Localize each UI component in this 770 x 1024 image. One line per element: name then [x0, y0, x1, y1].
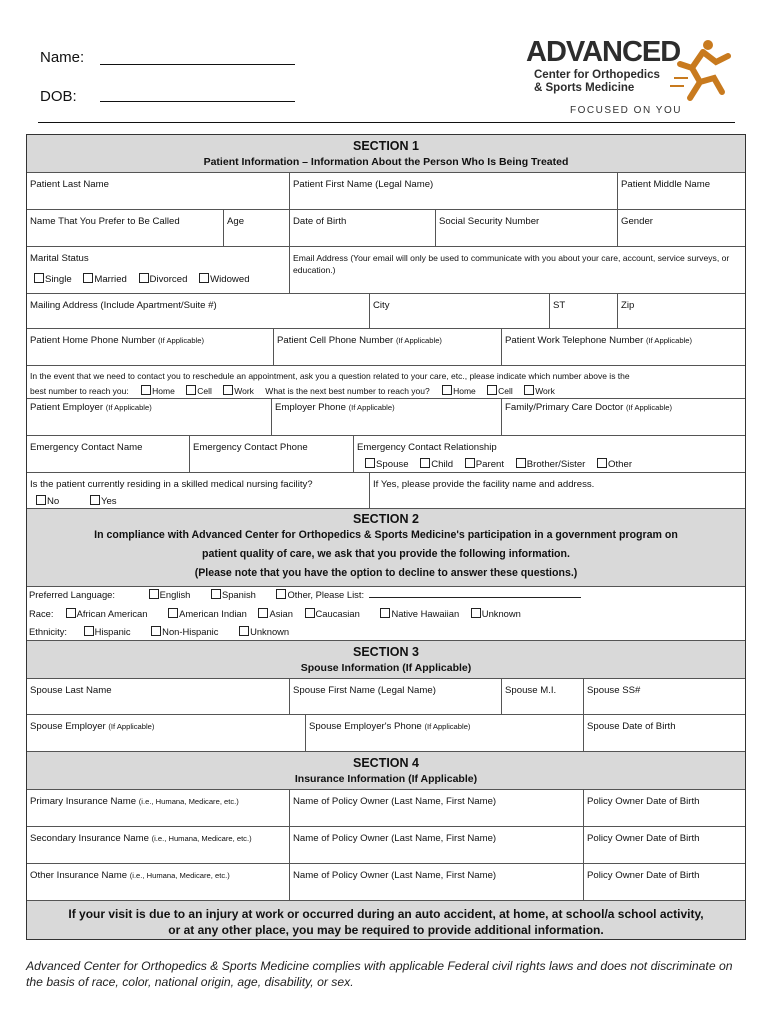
checkbox[interactable] [258, 608, 268, 618]
option-label: Non-Hispanic [162, 626, 219, 637]
language-label: Preferred Language: [29, 589, 116, 600]
address-row [27, 294, 745, 329]
option-label: Spouse [376, 458, 409, 470]
checkbox[interactable] [168, 608, 178, 618]
cell-phone-field[interactable] [273, 329, 501, 365]
option-label: No [47, 495, 60, 507]
primary-insurance-label: Primary Insurance Name [30, 796, 137, 807]
section2-header [27, 509, 745, 587]
marital-option-married[interactable] [83, 274, 127, 285]
age-field[interactable] [223, 210, 289, 246]
logo-tagline: FOCUSED ON YOU [570, 105, 682, 116]
relationship-spouse[interactable] [365, 459, 409, 470]
if-applicable-note: (If Applicable) [626, 403, 673, 412]
section2-title: SECTION 2 [353, 512, 419, 526]
checkbox[interactable] [487, 385, 497, 395]
checkbox[interactable] [276, 589, 286, 599]
secondary-insurance-row [27, 827, 745, 864]
ethnicity-hispanic[interactable] [84, 626, 131, 637]
language-english[interactable] [149, 589, 191, 600]
nursing-question: Is the patient currently residing in a skilled medical nursing facility? [30, 479, 313, 490]
next-cell-option[interactable] [487, 386, 513, 396]
section1-title: SECTION 1 [353, 139, 419, 153]
secondary-insurance-field[interactable] [27, 827, 289, 863]
marital-option-divorced[interactable] [139, 274, 188, 285]
language-group [29, 589, 581, 600]
city-label: City [373, 300, 390, 311]
option-label: Unknown [481, 608, 521, 619]
spouse-employer-phone-field[interactable] [305, 715, 583, 751]
state-label: ST [553, 300, 566, 311]
other-policy-dob-field[interactable] [583, 864, 745, 900]
checkbox[interactable] [239, 626, 249, 636]
spouse-mi-label: Spouse M.I. [505, 685, 557, 696]
ssn-field[interactable] [435, 210, 617, 246]
clinic-logo [526, 36, 736, 118]
secondary-policy-dob-field[interactable] [583, 827, 745, 863]
relationship-sibling[interactable] [516, 459, 586, 470]
checkbox[interactable] [223, 385, 233, 395]
dob-field[interactable] [289, 210, 435, 246]
patient-first-name-label: Patient First Name (Legal Name) [293, 179, 434, 190]
dob-label: DOB: [40, 88, 77, 105]
city-field[interactable] [369, 294, 549, 328]
notice-line2: or at any other place, you may be required to provide additional information. [168, 923, 604, 937]
option-label: Married [94, 273, 127, 285]
nursing-facility-field [27, 473, 369, 508]
section1-subtitle: Patient Information – Information About the Person Who Is Being Treated [203, 156, 569, 168]
checkbox[interactable] [420, 458, 430, 468]
nursing-no-option[interactable] [36, 496, 59, 507]
language-other-input[interactable] [369, 589, 581, 598]
secondary-policy-owner-field[interactable] [289, 827, 583, 863]
marital-status-label: Marital Status [30, 253, 89, 264]
relationship-child[interactable] [420, 459, 453, 470]
checkbox[interactable] [365, 458, 375, 468]
spouse-employer-label: Spouse Employer [30, 721, 106, 732]
email-field[interactable] [289, 247, 745, 293]
language-spanish[interactable] [211, 589, 256, 600]
checkbox[interactable] [141, 385, 151, 395]
checkbox[interactable] [516, 458, 526, 468]
checkbox[interactable] [380, 608, 390, 618]
section2-line3: (Please note that you have the option to decline to answer these questions.) [194, 567, 578, 579]
spouse-ss-label: Spouse SS# [587, 685, 641, 696]
header-divider [38, 122, 735, 123]
spouse-dob-label: Spouse Date of Birth [587, 721, 676, 732]
emergency-relationship-label: Emergency Contact Relationship [357, 442, 497, 453]
race-group [29, 608, 530, 619]
marital-option-single[interactable] [34, 274, 72, 285]
best-number-label: best number to reach you: [30, 386, 129, 396]
patient-first-name-field[interactable] [289, 173, 617, 209]
spouse-last-name-label: Spouse Last Name [30, 685, 112, 696]
runner-icon [670, 38, 736, 108]
checkbox[interactable] [139, 273, 149, 283]
patient-employer-field[interactable] [27, 399, 271, 435]
nursing-yes-option[interactable] [90, 496, 117, 507]
option-label: Home [453, 386, 476, 396]
if-applicable-note: (If Applicable) [348, 403, 395, 412]
spouse-first-name-label: Spouse First Name (Legal Name) [293, 685, 436, 696]
patient-middle-name-label: Patient Middle Name [621, 179, 711, 190]
policy-dob-label: Policy Owner Date of Birth [587, 796, 700, 807]
policy-owner-label: Name of Policy Owner (Last Name, First Name) [293, 796, 497, 807]
patient-middle-name-field[interactable] [617, 173, 745, 209]
option-label: English [159, 589, 191, 600]
option-label: Spanish [221, 589, 256, 600]
next-work-option[interactable] [524, 386, 555, 396]
option-label: Unknown [250, 626, 290, 637]
home-phone-label: Patient Home Phone Number [30, 335, 156, 346]
spouse-employer-field[interactable] [27, 715, 305, 751]
next-best-number-label: What is the next best number to reach you? [265, 386, 430, 396]
policy-owner-label: Name of Policy Owner (Last Name, First Name) [293, 870, 497, 881]
policy-owner-label: Name of Policy Owner (Last Name, First Name) [293, 833, 497, 844]
checkbox[interactable] [597, 458, 607, 468]
emergency-phone-field[interactable] [189, 436, 353, 472]
home-phone-field[interactable] [27, 329, 273, 365]
dob-field-label: Date of Birth [293, 216, 347, 227]
injury-notice [27, 901, 745, 939]
option-label: Hispanic [94, 626, 131, 637]
option-label: Cell [197, 386, 212, 396]
marital-email-row [27, 247, 745, 294]
option-label: Caucasian [315, 608, 360, 619]
best-home-option[interactable] [141, 386, 175, 396]
ethnicity-group [29, 626, 298, 637]
spouse-name-row [27, 679, 745, 715]
option-label: Other, Please List: [287, 589, 365, 600]
secondary-insurance-label: Secondary Insurance Name [30, 833, 149, 844]
mailing-address-label: Mailing Address (Include Apartment/Suite #) [30, 300, 217, 311]
patient-employer-label: Patient Employer [30, 402, 104, 413]
other-insurance-label: Other Insurance Name [30, 870, 128, 881]
ethnicity-non-hispanic[interactable] [151, 626, 218, 637]
best-number-group [30, 385, 564, 396]
option-label: Native Hawaiian [391, 608, 460, 619]
gender-label: Gender [621, 216, 653, 227]
insurance-hint: (i.e., Humana, Medicare, etc.) [138, 797, 239, 806]
insurance-hint: (i.e., Humana, Medicare, etc.) [129, 871, 230, 880]
other-insurance-row [27, 864, 745, 901]
option-label: Brother/Sister [526, 458, 586, 470]
language-other[interactable] [276, 589, 364, 600]
notice-line1: If your visit is due to an injury at work or occurred during an auto accident, at home, at school/a school activity, [68, 907, 704, 921]
spouse-employer-phone-label: Spouse Employer's Phone [309, 721, 422, 732]
contact-note: In the event that we need to contact you to reschedule an appointment, ask you a question related to your care, etc., please indicate which number above is the [30, 371, 630, 381]
ethnicity-unknown[interactable] [239, 626, 289, 637]
checkbox[interactable] [471, 608, 481, 618]
spouse-last-name-field[interactable] [27, 679, 289, 714]
checkbox[interactable] [149, 589, 159, 599]
option-label: American Indian [179, 608, 247, 619]
age-label: Age [227, 216, 245, 227]
family-doctor-field[interactable] [501, 399, 745, 435]
emergency-row [27, 436, 745, 473]
best-number-row [27, 366, 745, 399]
spouse-first-name-field[interactable] [289, 679, 501, 714]
best-work-option[interactable] [223, 386, 254, 396]
primary-policy-owner-field[interactable] [289, 790, 583, 826]
section1-header [27, 135, 745, 173]
patient-last-name-label: Patient Last Name [30, 179, 109, 190]
emergency-phone-label: Emergency Contact Phone [193, 442, 308, 453]
section3-header [27, 641, 745, 679]
relationship-other[interactable] [597, 459, 632, 470]
logo-line2: & Sports Medicine [534, 82, 635, 94]
emergency-name-label: Emergency Contact Name [30, 442, 143, 453]
section4-subtitle: Insurance Information (If Applicable) [294, 773, 478, 785]
zip-field[interactable] [617, 294, 745, 328]
primary-policy-dob-field[interactable] [583, 790, 745, 826]
checkbox[interactable] [34, 273, 44, 283]
patient-details-row [27, 210, 745, 247]
family-doctor-label: Family/Primary Care Doctor [505, 402, 624, 413]
checkbox[interactable] [524, 385, 534, 395]
option-label: Other [608, 458, 633, 470]
section4-header [27, 752, 745, 790]
spouse-employer-row [27, 715, 745, 752]
marital-option-widowed[interactable] [199, 274, 249, 285]
nursing-row [27, 473, 745, 509]
ethnicity-label: Ethnicity: [29, 626, 68, 637]
name-label: Name: [40, 49, 85, 66]
primary-insurance-field[interactable] [27, 790, 289, 826]
logo-line1: Center for Orthopedics [534, 69, 660, 81]
emergency-relationship-field [353, 436, 745, 472]
race-caucasian[interactable] [305, 608, 360, 619]
checkbox[interactable] [305, 608, 315, 618]
facility-prompt: If Yes, please provide the facility name and address. [373, 479, 595, 490]
option-label: Cell [498, 386, 513, 396]
checkbox[interactable] [83, 273, 93, 283]
preferred-name-field[interactable] [27, 210, 223, 246]
checkbox[interactable] [84, 626, 94, 636]
if-applicable-note: (If Applicable) [645, 336, 692, 345]
section2-line1: In compliance with Advanced Center for Orthopedics & Sports Medicine's participation in a government program on [94, 529, 678, 541]
checkbox[interactable] [199, 273, 209, 283]
marital-status-field [27, 247, 289, 293]
option-label: Widowed [210, 273, 250, 285]
preferred-name-label: Name That You Prefer to Be Called [30, 216, 180, 227]
policy-dob-label: Policy Owner Date of Birth [587, 870, 700, 881]
phone-row [27, 329, 745, 366]
primary-insurance-row [27, 790, 745, 827]
other-policy-owner-field[interactable] [289, 864, 583, 900]
section2-line2: patient quality of care, we ask that you provide the following information. [202, 548, 570, 560]
next-home-option[interactable] [442, 386, 476, 396]
best-cell-option[interactable] [186, 386, 212, 396]
option-label: Work [535, 386, 555, 396]
dob-input-line[interactable] [100, 101, 295, 102]
race-american-indian[interactable] [168, 608, 247, 619]
gender-field[interactable] [617, 210, 745, 246]
option-label: Asian [269, 608, 293, 619]
section4-title: SECTION 4 [353, 756, 419, 770]
registration-form [26, 134, 746, 940]
option-label: Work [234, 386, 254, 396]
race-african-american[interactable] [66, 608, 148, 619]
employer-phone-field[interactable] [271, 399, 501, 435]
if-applicable-note: (If Applicable) [158, 336, 205, 345]
logo-brand: ADVANCED [526, 36, 681, 68]
checkbox[interactable] [90, 495, 100, 505]
race-unknown[interactable] [471, 608, 521, 619]
cell-phone-label: Patient Cell Phone Number [277, 335, 394, 346]
work-phone-label: Patient Work Telephone Number [505, 335, 644, 346]
if-applicable-note: (If Applicable) [108, 722, 155, 731]
checkbox[interactable] [36, 495, 46, 505]
option-label: African American [76, 608, 148, 619]
spouse-ss-field[interactable] [583, 679, 745, 714]
state-field[interactable] [549, 294, 617, 328]
facility-info-field[interactable] [369, 473, 745, 508]
emergency-name-field[interactable] [27, 436, 189, 472]
zip-label: Zip [621, 300, 635, 311]
option-label: Divorced [149, 273, 188, 285]
option-label: Yes [100, 495, 117, 507]
if-applicable-note: (If Applicable) [105, 403, 152, 412]
ssn-label: Social Security Number [439, 216, 540, 227]
mailing-address-field[interactable] [27, 294, 369, 328]
policy-dob-label: Policy Owner Date of Birth [587, 833, 700, 844]
name-input-line[interactable] [100, 64, 295, 65]
insurance-hint: (i.e., Humana, Medicare, etc.) [151, 834, 252, 843]
race-label: Race: [29, 608, 54, 619]
patient-last-name-field[interactable] [27, 173, 289, 209]
demographics-row [27, 587, 745, 641]
section3-title: SECTION 3 [353, 645, 419, 659]
checkbox[interactable] [66, 608, 76, 618]
section3-subtitle: Spouse Information (If Applicable) [300, 662, 472, 674]
option-label: Child [431, 458, 454, 470]
checkbox[interactable] [151, 626, 161, 636]
employer-row [27, 399, 745, 436]
option-label: Home [152, 386, 175, 396]
email-label: Email Address (Your email will only be used to communicate with you about your care, account, service surveys, or education.) [293, 253, 730, 275]
race-asian[interactable] [258, 608, 292, 619]
relationship-parent[interactable] [465, 459, 504, 470]
if-applicable-note: (If Applicable) [395, 336, 442, 345]
option-label: Parent [475, 458, 505, 470]
option-label: Single [45, 273, 72, 285]
other-insurance-field[interactable] [27, 864, 289, 900]
if-applicable-note: (If Applicable) [424, 722, 471, 731]
race-native-hawaiian[interactable] [380, 608, 459, 619]
checkbox[interactable] [442, 385, 452, 395]
patient-name-row [27, 173, 745, 210]
checkbox[interactable] [465, 458, 475, 468]
civil-rights-statement: Advanced Center for Orthopedics & Sports Medicine complies with applicable Federal civil rights laws and does not discriminate on the basis of race, color, national origin, age, disability, or sex. [26, 959, 733, 989]
spouse-mi-field[interactable] [501, 679, 583, 714]
spouse-dob-field[interactable] [583, 715, 745, 751]
work-phone-field[interactable] [501, 329, 745, 365]
employer-phone-label: Employer Phone [275, 402, 346, 413]
checkbox[interactable] [211, 589, 221, 599]
checkbox[interactable] [186, 385, 196, 395]
